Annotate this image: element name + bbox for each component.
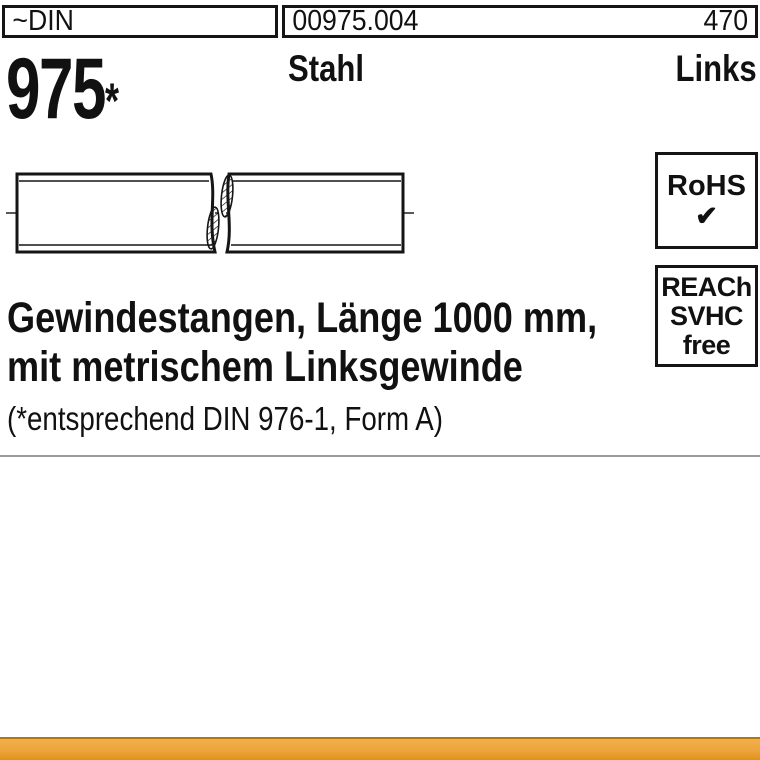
rohs-badge (655, 152, 758, 249)
threaded-rod-drawing (0, 160, 420, 265)
bottom-accent-bar (0, 737, 760, 760)
reach-line3: free (682, 329, 731, 360)
description-line-1: Gewindestangen, Länge 1000 mm, (7, 294, 598, 342)
divider-line (0, 455, 760, 457)
reach-line2: SVHC (669, 300, 743, 331)
article-number: 00975.004 (292, 5, 419, 37)
standard-ref-label: ~DIN (12, 5, 74, 37)
thread-direction-label: Links (675, 48, 757, 89)
rod-left-segment (17, 174, 215, 252)
description-line-2: mit metrischem Linksgewinde (7, 343, 523, 391)
header-article-box (282, 5, 758, 38)
check-icon: ✔ (695, 201, 718, 231)
rod-right-segment (227, 174, 403, 252)
description-note: (*entsprechend DIN 976-1, Form A) (7, 400, 444, 437)
header-standard-box (2, 5, 278, 38)
din-number-text: 975 (6, 41, 106, 137)
catalog-page-number: 470 (703, 5, 748, 37)
din-number (6, 41, 120, 137)
rohs-label: RoHS (667, 170, 746, 202)
footnote-asterisk: * (105, 73, 120, 129)
material-label: Stahl (288, 48, 364, 89)
product-description (7, 294, 710, 439)
reach-line1: REACh (661, 271, 752, 302)
